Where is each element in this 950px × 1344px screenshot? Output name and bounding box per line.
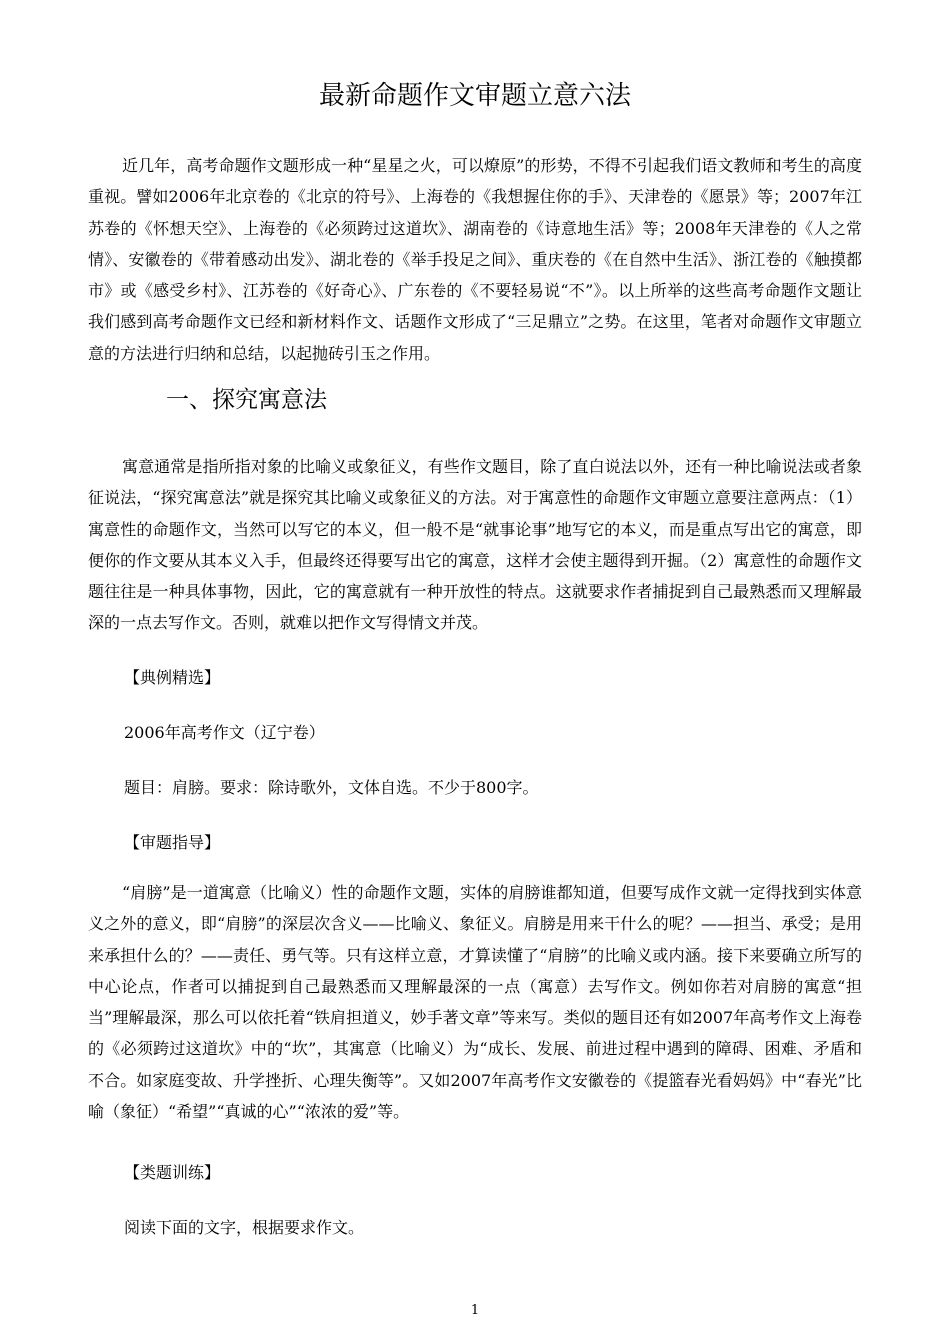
example-source: 2006年高考作文（辽宁卷）: [124, 723, 325, 742]
practice-label: 【类题训练】: [124, 1163, 221, 1182]
example-label: 【典例精选】: [124, 668, 221, 687]
document-title: 最新命题作文审题立意六法: [318, 81, 631, 111]
intro-paragraph: 近几年，高考命题作文题形成一种“星星之火，可以燎原”的形势，不得不引起我们语文教师和考生的高度重视。譬如2006年北京卷的《北京的符号》、上海卷的《我想握住你的手》、天津卷的《愿景》等；2007年江苏卷的《怀想天空》、上海卷的《必须跨过这道坎》、湖南卷的《诗意地生活》等；2008年天津卷的《人之常情》、安徽卷的《带着感动出发》、湖北卷的《举手投足之间》、重庆卷的《在自然中生活》、浙江卷的《触摸都市》或《感受乡村》、江苏卷的《好奇心》、广东卷的《不要轻易说“不”》。以上所举的这些高考命题作文题让我们感到高考命题作文已经和新材料作文、话题作文形成了“三足鼎立”之势。在这里，笔者对命题作文审题立意的方法进行归纳和总结，以起抛砖引玉之作用。: [88, 156, 862, 363]
section-heading: 一、探究寓意法: [166, 387, 327, 413]
example-task: 题目：肩膀。要求：除诗歌外，文体自选。不少于800字。: [124, 778, 539, 797]
section-body-paragraph: 寓意通常是指所指对象的比喻义或象征义，有些作文题目，除了直白说法以外，还有一种比喻说法或者象征说法，“探究寓意法”就是探究其比喻义或象征义的方法。对于寓意性的命题作文审题立意要注意两点：（1）寓意性的命题作文，当然可以写它的本义，但一般不是“就事论事”地写它的本义，而是重点写出它的寓意，即便你的作文要从其本义入手，但最终还得要写出它的寓意，这样才会使主题得到开掘。（2）寓意性的命题作文题往往是一种具体事物，因此，它的寓意就有一种开放性的特点。这就要求作者捕捉到自己最熟悉而又理解最深的一点去写作文。否则，就难以把作文写得情文并茂。: [88, 457, 862, 633]
guide-label: 【审题指导】: [124, 833, 221, 852]
practice-instruction: 阅读下面的文字，根据要求作文。: [124, 1218, 365, 1237]
page-number: 1: [470, 1303, 480, 1318]
guide-paragraph: “肩膀”是一道寓意（比喻义）性的命题作文题，实体的肩膀谁都知道，但要写成作文就一定得找到实体意义之外的意义，即“肩膀”的深层次含义——比喻义、象征义。肩膀是用来干什么的呢？——担当、承受；是用来承担什么的？——责任、勇气等。只有这样立意，才算读懂了“肩膀”的比喻义或内涵。接下来要确立所写的中心论点，作者可以捕捉到自己最熟悉而又理解最深的一点（寓意）去写作文。例如你若对肩膀的寓意“担当”理解最深，那么可以依托着“铁肩担道义，妙手著文章”等来写。类似的题目还有如2007年高考作文上海卷的《必须跨过这道坎》中的“坎”，其寓意（比喻义）为“成长、发展、前进过程中遇到的障碍、困难、矛盾和不合。如家庭变故、升学挫折、心理失衡等”。又如2007年高考作文安徽卷的《提篮春光看妈妈》中“春光”比喻（象征）“希望”“真诚的心”“浓浓的爱”等。: [88, 883, 862, 1122]
